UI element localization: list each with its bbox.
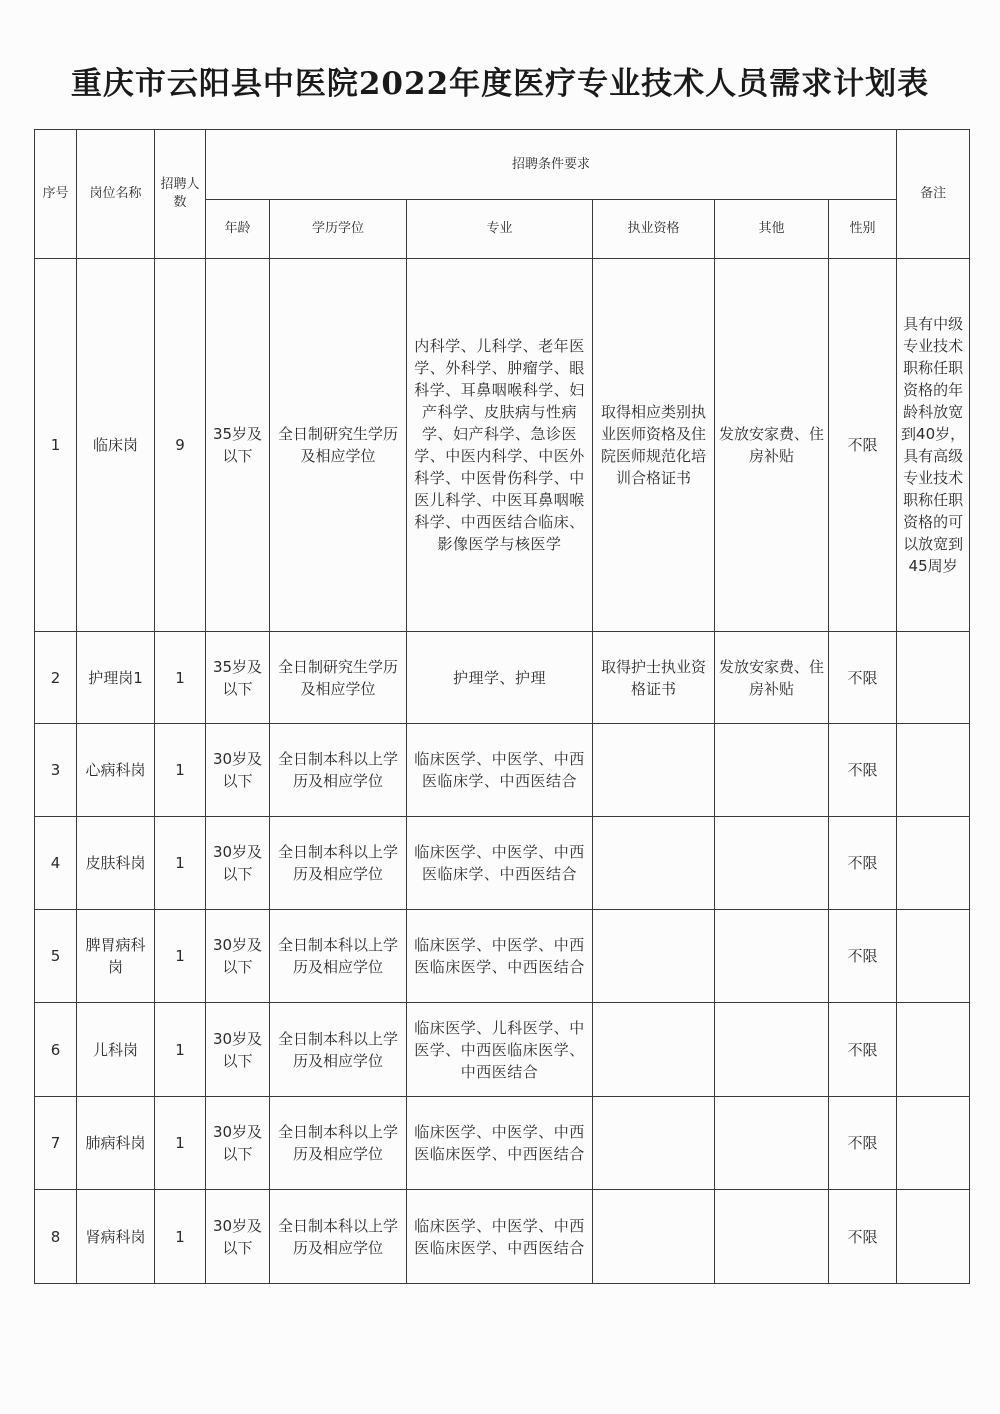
cell-seq: 5: [35, 910, 77, 1003]
cell-age: 30岁及以下: [206, 910, 270, 1003]
cell-qualification: [593, 817, 715, 910]
cell-qualification: [593, 1097, 715, 1190]
cell-age: 30岁及以下: [206, 1097, 270, 1190]
cell-education: 全日制本科以上学历及相应学位: [270, 910, 407, 1003]
cell-seq: 2: [35, 632, 77, 724]
cell-major: 临床医学、中医学、中西医临床学、中西医结合: [407, 724, 593, 817]
cell-other: [715, 817, 829, 910]
cell-gender: 不限: [829, 1190, 897, 1284]
cell-education: 全日制本科以上学历及相应学位: [270, 817, 407, 910]
cell-gender: 不限: [829, 632, 897, 724]
cell-education: 全日制本科以上学历及相应学位: [270, 1097, 407, 1190]
cell-education: 全日制本科以上学历及相应学位: [270, 1190, 407, 1284]
cell-age: 30岁及以下: [206, 1190, 270, 1284]
header-requirements: 招聘条件要求: [206, 130, 897, 200]
cell-other: 发放安家费、住房补贴: [715, 259, 829, 632]
cell-seq: 1: [35, 259, 77, 632]
cell-qualification: 取得相应类别执业医师资格及住院医师规范化培训合格证书: [593, 259, 715, 632]
cell-age: 35岁及以下: [206, 632, 270, 724]
cell-gender: 不限: [829, 259, 897, 632]
cell-remark: [897, 632, 970, 724]
header-row-top: [35, 130, 970, 200]
cell-major: 临床医学、中医学、中西医临床学、中西医结合: [407, 817, 593, 910]
cell-qualification: [593, 724, 715, 817]
table-row: [35, 1097, 970, 1190]
cell-major: 护理学、护理: [407, 632, 593, 724]
cell-count: 1: [155, 1003, 206, 1097]
table-row: [35, 1190, 970, 1284]
header-count: 招聘人数: [155, 130, 206, 259]
cell-qualification: [593, 1003, 715, 1097]
cell-position: 护理岗1: [77, 632, 155, 724]
cell-seq: 3: [35, 724, 77, 817]
table-row: [35, 632, 970, 724]
cell-remark: [897, 817, 970, 910]
cell-remark: [897, 1003, 970, 1097]
document-title: 重庆市云阳县中医院2022年度医疗专业技术人员需求计划表: [70, 66, 930, 102]
cell-count: 1: [155, 817, 206, 910]
cell-gender: 不限: [829, 817, 897, 910]
header-qualification: 执业资格: [593, 200, 715, 259]
cell-other: [715, 910, 829, 1003]
cell-count: 1: [155, 724, 206, 817]
table-row: [35, 1003, 970, 1097]
header-education: 学历学位: [270, 200, 407, 259]
cell-remark: 具有中级专业技术职称任职资格的年龄科放宽到40岁，具有高级专业技术职称任职资格的可以放宽到45周岁: [897, 259, 970, 632]
cell-age: 35岁及以下: [206, 259, 270, 632]
cell-seq: 4: [35, 817, 77, 910]
cell-seq: 6: [35, 1003, 77, 1097]
cell-position: 皮肤科岗: [77, 817, 155, 910]
header-age: 年龄: [206, 200, 270, 259]
cell-other: 发放安家费、住房补贴: [715, 632, 829, 724]
cell-other: [715, 1190, 829, 1284]
cell-count: 1: [155, 632, 206, 724]
cell-education: 全日制本科以上学历及相应学位: [270, 724, 407, 817]
header-other: 其他: [715, 200, 829, 259]
cell-count: 1: [155, 1097, 206, 1190]
table-row: [35, 910, 970, 1003]
header-seq: 序号: [35, 130, 77, 259]
cell-education: 全日制研究生学历及相应学位: [270, 632, 407, 724]
header-gender: 性别: [829, 200, 897, 259]
cell-gender: 不限: [829, 910, 897, 1003]
cell-position: 心病科岗: [77, 724, 155, 817]
cell-qualification: [593, 1190, 715, 1284]
cell-other: [715, 1003, 829, 1097]
cell-age: 30岁及以下: [206, 817, 270, 910]
cell-remark: [897, 1097, 970, 1190]
cell-education: 全日制本科以上学历及相应学位: [270, 1003, 407, 1097]
cell-major: 内科学、儿科学、老年医学、外科学、肿瘤学、眼科学、耳鼻咽喉科学、妇产科学、皮肤病与性病学、妇产科学、急诊医学、中医内科学、中医外科学、中医骨伤科学、中医儿科学、中医耳鼻咽喉科学、中西医结合临床、影像医学与核医学: [407, 259, 593, 632]
cell-education: 全日制研究生学历及相应学位: [270, 259, 407, 632]
header-remark: 备注: [897, 130, 970, 259]
cell-age: 30岁及以下: [206, 1003, 270, 1097]
cell-major: 临床医学、中医学、中西医临床医学、中西医结合: [407, 910, 593, 1003]
header-position: 岗位名称: [77, 130, 155, 259]
cell-position: 临床岗: [77, 259, 155, 632]
cell-seq: 7: [35, 1097, 77, 1190]
cell-remark: [897, 1190, 970, 1284]
cell-other: [715, 1097, 829, 1190]
table-body: [35, 130, 970, 1284]
cell-major: 临床医学、中医学、中西医临床医学、中西医结合: [407, 1097, 593, 1190]
cell-position: 肾病科岗: [77, 1190, 155, 1284]
cell-gender: 不限: [829, 1003, 897, 1097]
cell-remark: [897, 910, 970, 1003]
cell-qualification: [593, 910, 715, 1003]
cell-position: 儿科岗: [77, 1003, 155, 1097]
table-row: [35, 724, 970, 817]
cell-gender: 不限: [829, 1097, 897, 1190]
cell-count: 1: [155, 1190, 206, 1284]
table-row: [35, 817, 970, 910]
recruitment-plan-table: [34, 129, 970, 1284]
cell-position: 肺病科岗: [77, 1097, 155, 1190]
cell-remark: [897, 724, 970, 817]
header-major: 专业: [407, 200, 593, 259]
cell-other: [715, 724, 829, 817]
cell-major: 临床医学、儿科医学、中医学、中西医临床医学、中西医结合: [407, 1003, 593, 1097]
cell-gender: 不限: [829, 724, 897, 817]
cell-seq: 8: [35, 1190, 77, 1284]
cell-count: 1: [155, 910, 206, 1003]
cell-count: 9: [155, 259, 206, 632]
cell-major: 临床医学、中医学、中西医临床医学、中西医结合: [407, 1190, 593, 1284]
table-row: [35, 259, 970, 632]
cell-age: 30岁及以下: [206, 724, 270, 817]
cell-position: 脾胃病科岗: [77, 910, 155, 1003]
cell-qualification: 取得护士执业资格证书: [593, 632, 715, 724]
